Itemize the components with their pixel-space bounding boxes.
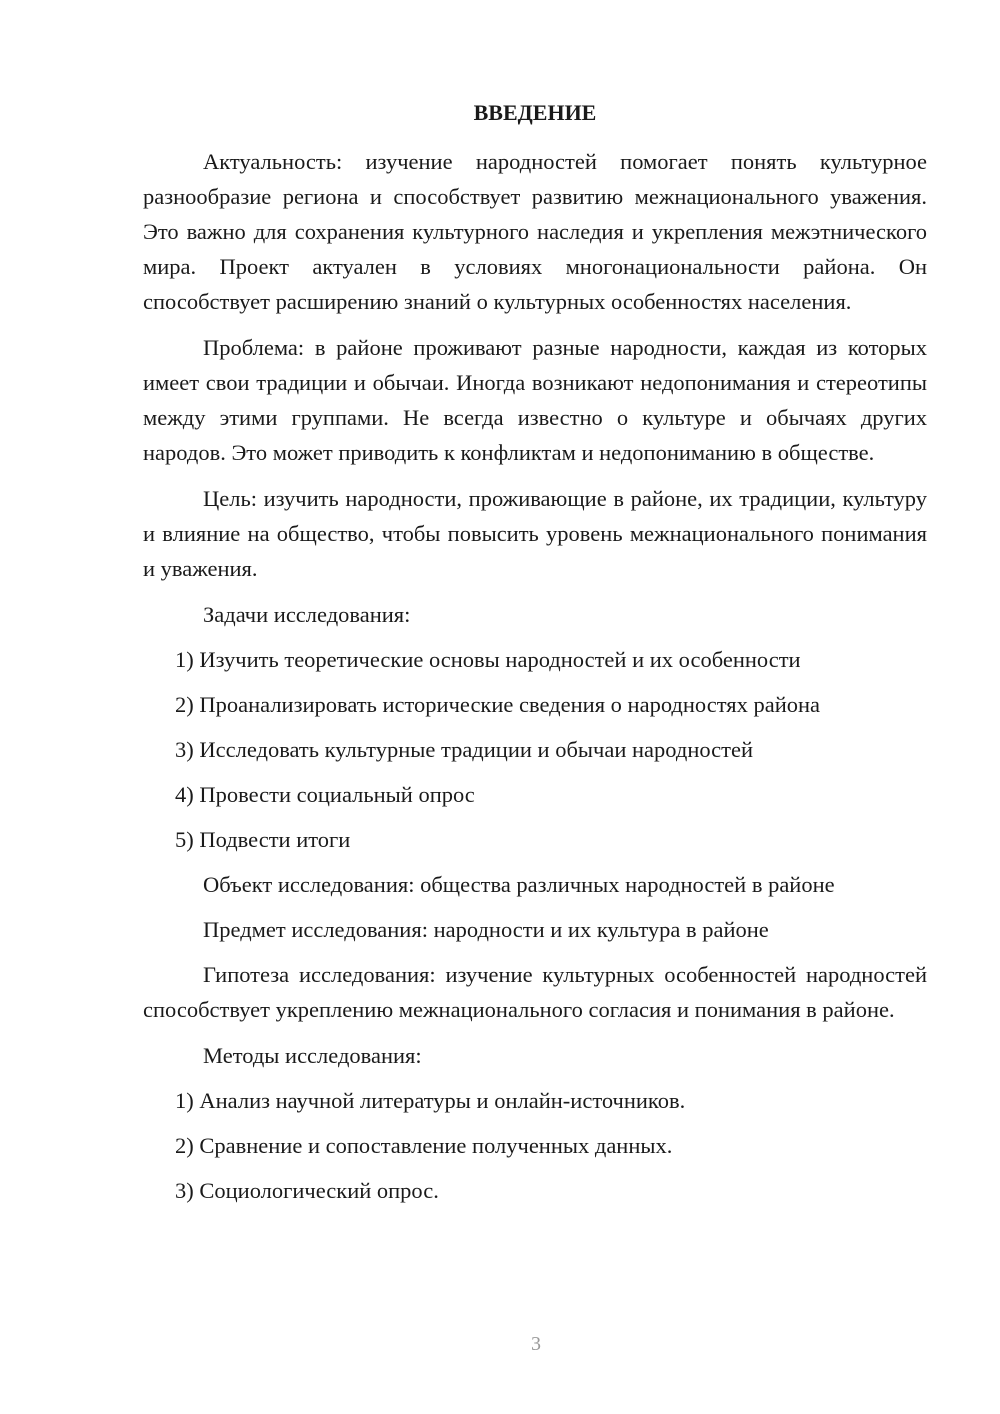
list-item: 3) Исследовать культурные традиции и обычаи народностей: [175, 737, 754, 762]
list-item: 4) Провести социальный опрос: [175, 782, 475, 807]
list-item: 1) Изучить теоретические основы народностей и их особенности: [175, 647, 801, 672]
page-content: [143, 95, 927, 1218]
page-title: ВВЕДЕНИЕ: [473, 100, 597, 125]
methods-heading: Методы исследования:: [203, 1043, 422, 1068]
object-paragraph: Объект исследования: общества различных народностей в районе: [203, 872, 835, 897]
list-item: 3) Социологический опрос.: [175, 1178, 439, 1203]
subject-paragraph: Предмет исследования: народности и их культура в районе: [203, 917, 769, 942]
list-item: 5) Подвести итоги: [175, 827, 351, 852]
list-item: 1) Анализ научной литературы и онлайн-источников.: [175, 1088, 686, 1113]
tasks-heading: Задачи исследования:: [203, 602, 411, 627]
list-item: 2) Сравнение и сопоставление полученных данных.: [175, 1133, 673, 1158]
page-number: 3: [531, 1333, 541, 1355]
hypothesis-paragraph: Гипотеза исследования: изучение культурных особенностей народностей способствует укреплению межнационального согласия и понимания в районе.: [143, 962, 927, 1022]
tasks-list: [143, 642, 927, 857]
relevance-paragraph: Актуальность: изучение народностей помогает понять культурное разнообразие региона и способствует развитию межнационального уважения. Это важно для сохранения культурного наследия и укрепления межэтнического мира. Проект актуален в условиях многонациональности района. Он способствует расширению знаний о культурных особенностях населения.: [143, 149, 927, 314]
problem-paragraph: Проблема: в районе проживают разные народности, каждая из которых имеет свои традиции и обычаи. Иногда возникают недопонимания и стереотипы между этими группами. Не всегда известно о культуре и обычаях других народов. Это может приводить к конфликтам и недопониманию в обществе.: [143, 335, 927, 465]
methods-list: [143, 1083, 927, 1208]
list-item: 2) Проанализировать исторические сведения о народностях района: [175, 692, 821, 717]
goal-paragraph: Цель: изучить народности, проживающие в районе, их традиции, культуру и влияние на общество, чтобы повысить уровень межнационального понимания и уважения.: [143, 486, 927, 581]
